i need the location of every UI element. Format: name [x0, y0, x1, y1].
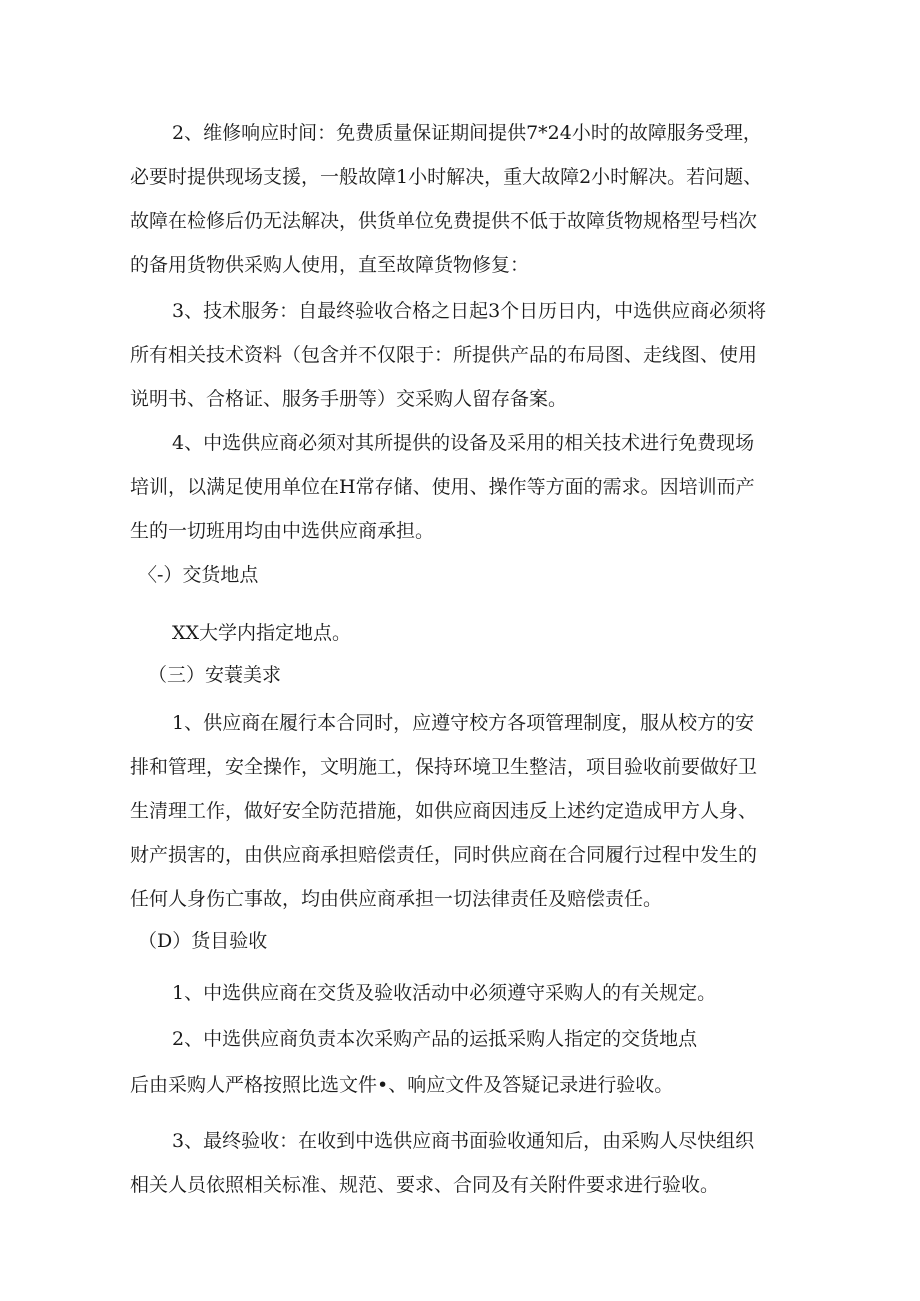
text-line: 1、供应商在履行本合同时，应遵守校方各项管理制度，服从校方的安	[172, 712, 755, 734]
text-line: 2、维修响应时间：免费质量保证期间提供7*24小时的故障服务受理，	[172, 122, 762, 144]
text-line: 故障在检修后仍无法解决，供货单位免费提供不低于故障货物规格型号档次	[130, 210, 758, 232]
text-line: 1、中选供应商在交货及验收活动中必须遵守采购人的有关规定。	[172, 982, 717, 1004]
text-line: 2、中选供应商负责本次采购产品的运抵采购人指定的交货地点	[172, 1028, 698, 1050]
text-line: 培训，以满足使用单位在H常存储、使用、操作等方面的需求。因培训而产	[130, 476, 755, 498]
text-line: 相关人员依照相关标准、规范、要求、合同及有关附件要求进行验收。	[130, 1174, 720, 1196]
section-heading-install: （三）安蓑美求	[148, 664, 282, 686]
section-heading-acceptance: （D）货目验收	[138, 930, 268, 952]
text-line: 财产损害的，由供应商承担赔偿责任，同时供应商在合同履行过程中发生的	[130, 844, 758, 866]
text-line: 3、技术服务：自最终验收合格之日起3个日历日内，中选供应商必须将	[172, 300, 767, 322]
text-line: 4、中选供应商必须对其所提供的设备及采用的相关技术进行免费现场	[172, 432, 755, 454]
text-line: 任何人身伤亡事故，均由供应商承担一切法律责任及赔偿责任。	[130, 888, 663, 910]
text-line: 生的一切班用均由中选供应商承担。	[130, 520, 435, 542]
text-line: 3、最终验收：在收到中选供应商书面验收通知后，由采购人尽快组织	[172, 1130, 755, 1152]
text-line: 后由采购人严格按照比选文件•、响应文件及答疑记录进行验收。	[130, 1074, 674, 1096]
text-line: 生清理工作，做好安全防范措施，如供应商因违反上述约定造成甲方人身、	[130, 800, 758, 822]
text-line: 排和管理，安全操作，文明施工，保持环境卫生整洁，项目验收前要做好卫	[130, 756, 758, 778]
delivery-location-text: XX大学内指定地点。	[172, 622, 352, 644]
section-heading-delivery: 〈-）交货地点	[138, 564, 259, 586]
text-line: 说明书、合格证、服务手册等）交采购人留存备案。	[130, 388, 568, 410]
text-line: 的备用货物供采购人使用，直至故障货物修复：	[130, 254, 530, 276]
text-line: 必要时提供现场支援，一般故障1小时解决，重大故障2小时解决。若问题、	[130, 166, 763, 188]
text-line: 所有相关技术资料（包含并不仅限于：所提供产品的布局图、走线图、使用	[130, 344, 758, 366]
